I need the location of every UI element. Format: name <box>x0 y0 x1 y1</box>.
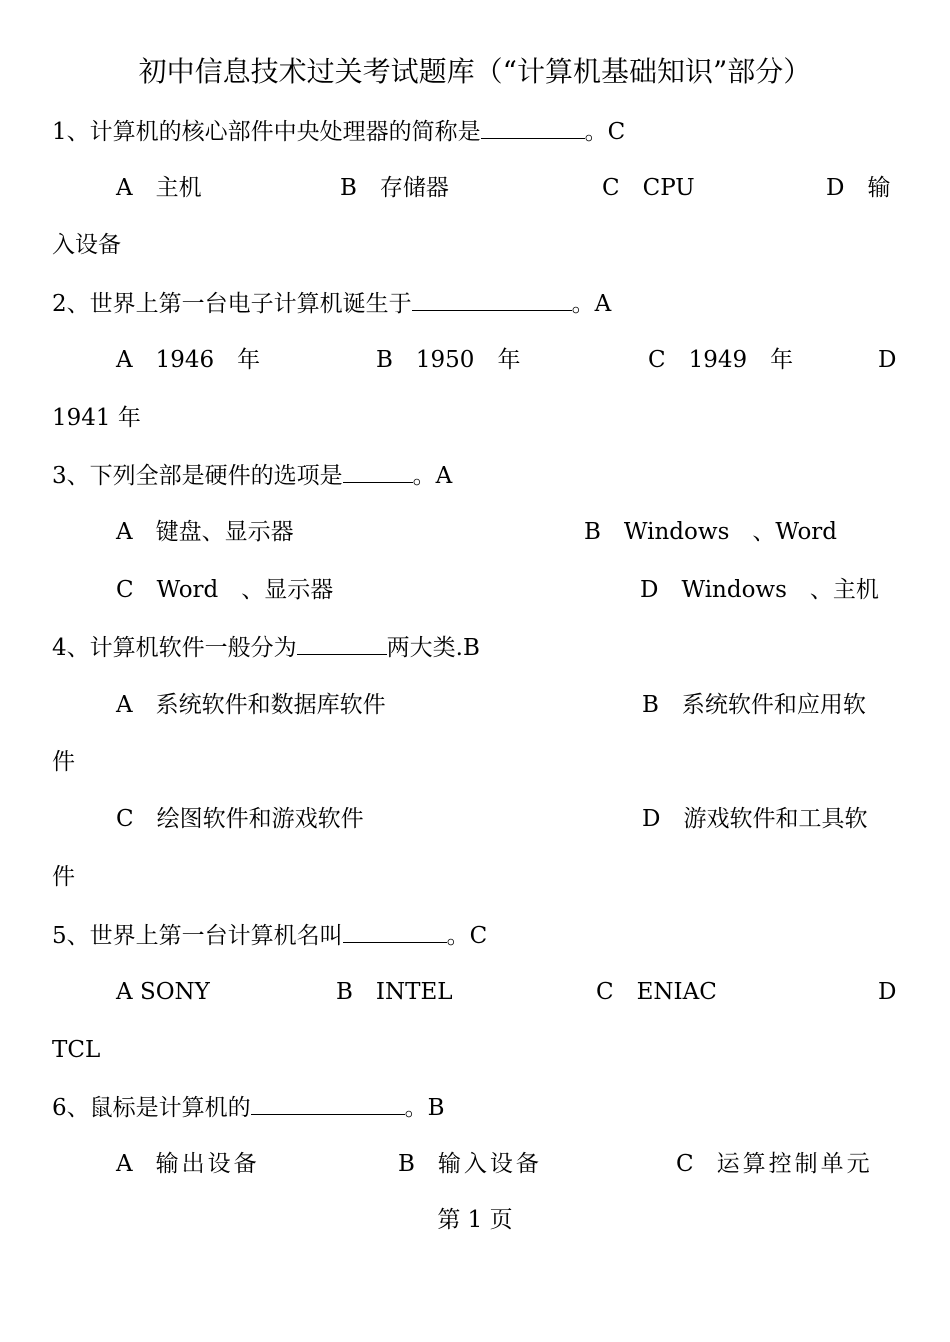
answer-blank <box>481 116 585 139</box>
question-answer: 。B <box>404 1095 445 1121</box>
option-b: B INTEL <box>336 979 453 1005</box>
question-text: 6、鼠标是计算机的 <box>52 1095 251 1121</box>
question-answer: 。A <box>571 291 612 317</box>
answer-blank <box>343 920 447 943</box>
option-a: A 键盘、显示器 <box>116 519 294 545</box>
option-d: D <box>878 979 897 1005</box>
option-c: C 绘图软件和游戏软件 <box>116 806 364 832</box>
question-answer: 两大类.B <box>386 635 480 661</box>
option-c: C ENIAC <box>596 979 717 1005</box>
answer-blank <box>343 460 413 483</box>
option-d-continued: 1941 年 <box>52 405 141 431</box>
question-answer: 。C <box>446 923 488 949</box>
page-number: 第 1 页 <box>437 1207 513 1233</box>
option-d: D Windows 、主机 <box>640 577 879 603</box>
option-a: A 系统软件和数据库软件 <box>116 692 386 718</box>
option-c: C 1949 年 <box>648 347 794 373</box>
answer-blank <box>412 288 572 311</box>
question-6 <box>52 1092 445 1123</box>
question-text: 4、计算机软件一般分为 <box>52 635 297 661</box>
answer-blank <box>297 632 387 655</box>
question-2 <box>52 288 611 319</box>
option-c: C CPU <box>602 175 695 201</box>
option-b: B 输入设备 <box>398 1151 542 1177</box>
option-d: D <box>878 347 897 373</box>
question-text: 2、世界上第一台电子计算机诞生于 <box>52 291 412 317</box>
question-text: 5、世界上第一台计算机名叫 <box>52 923 343 949</box>
option-d-continued: 入设备 <box>52 232 121 258</box>
question-text: 3、下列全部是硬件的选项是 <box>52 463 343 489</box>
question-5 <box>52 920 487 951</box>
option-d: D 游戏软件和工具软 <box>642 806 868 832</box>
question-answer: 。C <box>584 119 626 145</box>
question-3 <box>52 460 452 491</box>
option-b: B 存储器 <box>340 175 449 201</box>
option-d-continued: TCL <box>52 1037 101 1063</box>
option-a: A 输出设备 <box>116 1151 260 1177</box>
option-c: C Word 、显示器 <box>116 577 334 603</box>
question-1 <box>52 116 625 147</box>
option-b: B Windows 、Word <box>584 519 838 545</box>
option-a: A 1946 年 <box>116 347 261 373</box>
option-d: D 输 <box>826 175 891 201</box>
option-a: A 主机 <box>116 175 202 201</box>
option-b-continued: 件 <box>52 749 75 775</box>
answer-blank <box>251 1092 405 1115</box>
option-b: B 系统软件和应用软 <box>642 692 866 718</box>
question-4 <box>52 632 480 663</box>
page-title: 初中信息技术过关考试题库（“计算机基础知识”部分） <box>138 55 812 88</box>
question-text: 1、计算机的核心部件中央处理器的简称是 <box>52 119 481 145</box>
option-c: C 运算控制单元 <box>676 1151 873 1177</box>
option-d-continued: 件 <box>52 864 75 890</box>
option-b: B 1950 年 <box>376 347 521 373</box>
question-answer: 。A <box>412 463 453 489</box>
option-a: A SONY <box>116 979 210 1005</box>
